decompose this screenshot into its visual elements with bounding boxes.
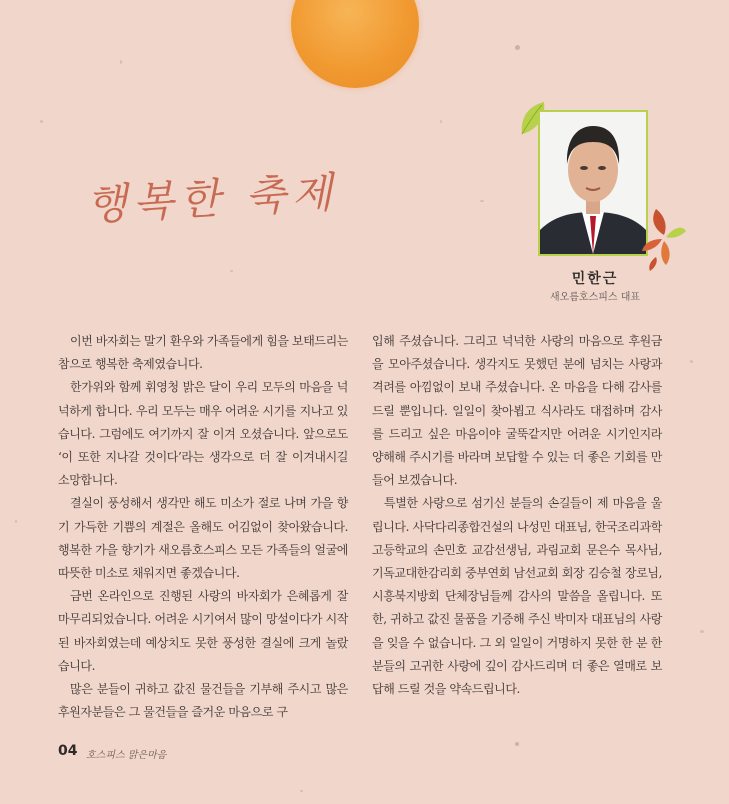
article-body-left-column bbox=[58, 330, 348, 724]
author-name: 민한근 bbox=[571, 271, 619, 287]
paragraph: 특별한 사랑으로 섬기신 분들의 손길들이 제 마음을 울립니다. 사닥다리종합건설의 나성민 대표님, 한국조리과학고등학교의 손민호 교감선생님, 과림교회 문은수 목사님, 기독교대한감리회 중부연회 남선교회 회장 김승철 장로님, 시흥북지방회 단체장님들께 감사의 말씀을 올립니다. 또한, 귀하고 값진 물품을 기증해 주신 박미자 대표님의 사랑을 잊을 수 없습니다. 그 외 일일이 거명하지 못한 한 분 한 분들의 고귀한 사랑에 깊이 감사드리며 더 좋은 열매로 보답해 드릴 것을 약속드립니다. bbox=[372, 496, 662, 697]
moon-icon bbox=[291, 0, 419, 88]
magazine-name: 호스피스 맑은마음 bbox=[86, 750, 167, 761]
paragraph: 많은 분들이 귀하고 값진 물건들을 기부해 주시고 많은 후원자분들은 그 물건들을 즐거운 마음으로 구 bbox=[58, 682, 348, 720]
paragraph: 이번 바자회는 말기 환우와 가족들에게 힘을 보태드리는 참으로 행복한 축제였습니다. bbox=[58, 334, 348, 372]
author-photo bbox=[540, 112, 646, 254]
paragraph: 결실이 풍성해서 생각만 해도 미소가 절로 나며 가을 향기 가득한 기쁨의 계절은 올해도 어김없이 찾아왔습니다. 행복한 가을 향기가 새오름호스피스 모든 가족들의 얼굴에 따뜻한 미소로 채워지면 좋겠습니다. bbox=[58, 496, 348, 581]
autumn-leaves-icon bbox=[640, 205, 688, 271]
paragraph: 한가위와 함께 휘영청 밝은 달이 우리 모두의 마음을 넉넉하게 합니다. 우리 모두는 매우 어려운 시기를 지나고 있습니다. 그럼에도 여기까지 잘 이겨 오셨습니다. 앞으로도 ‘이 또한 지나갈 것이다’라는 생각으로 더 잘 이겨내시길 소망합니다. bbox=[58, 380, 348, 488]
article-title: 행복한 축제 bbox=[85, 167, 340, 230]
author-role: 새오름호스피스 대표 bbox=[549, 292, 641, 303]
article-body-right-column bbox=[372, 330, 662, 701]
paragraph: 입해 주셨습니다. 그리고 넉넉한 사랑의 마음으로 후원금을 모아주셨습니다. 생각지도 못했던 분에 넘치는 사랑과 격려를 아낌없이 보내 주셨습니다. 온 마음을 다해 감사를 드릴 뿐입니다. 일일이 찾아뵙고 식사라도 대접하며 감사를 드리고 싶은 마음이야 굴뚝같지만 어려운 시기인지라 양해해 주시기를 바라며 보답할 수 있는 더 좋은 기회를 만들어 보겠습니다. bbox=[372, 334, 662, 488]
paragraph: 금번 온라인으로 진행된 사랑의 바자회가 은혜롭게 잘 마무리되었습니다. 어려운 시기여서 많이 망설이다가 시작된 바자회였는데 예상치도 못한 풍성한 결실에 크게 놀랐습니다. bbox=[58, 589, 348, 673]
page-number: 04 bbox=[58, 743, 78, 759]
